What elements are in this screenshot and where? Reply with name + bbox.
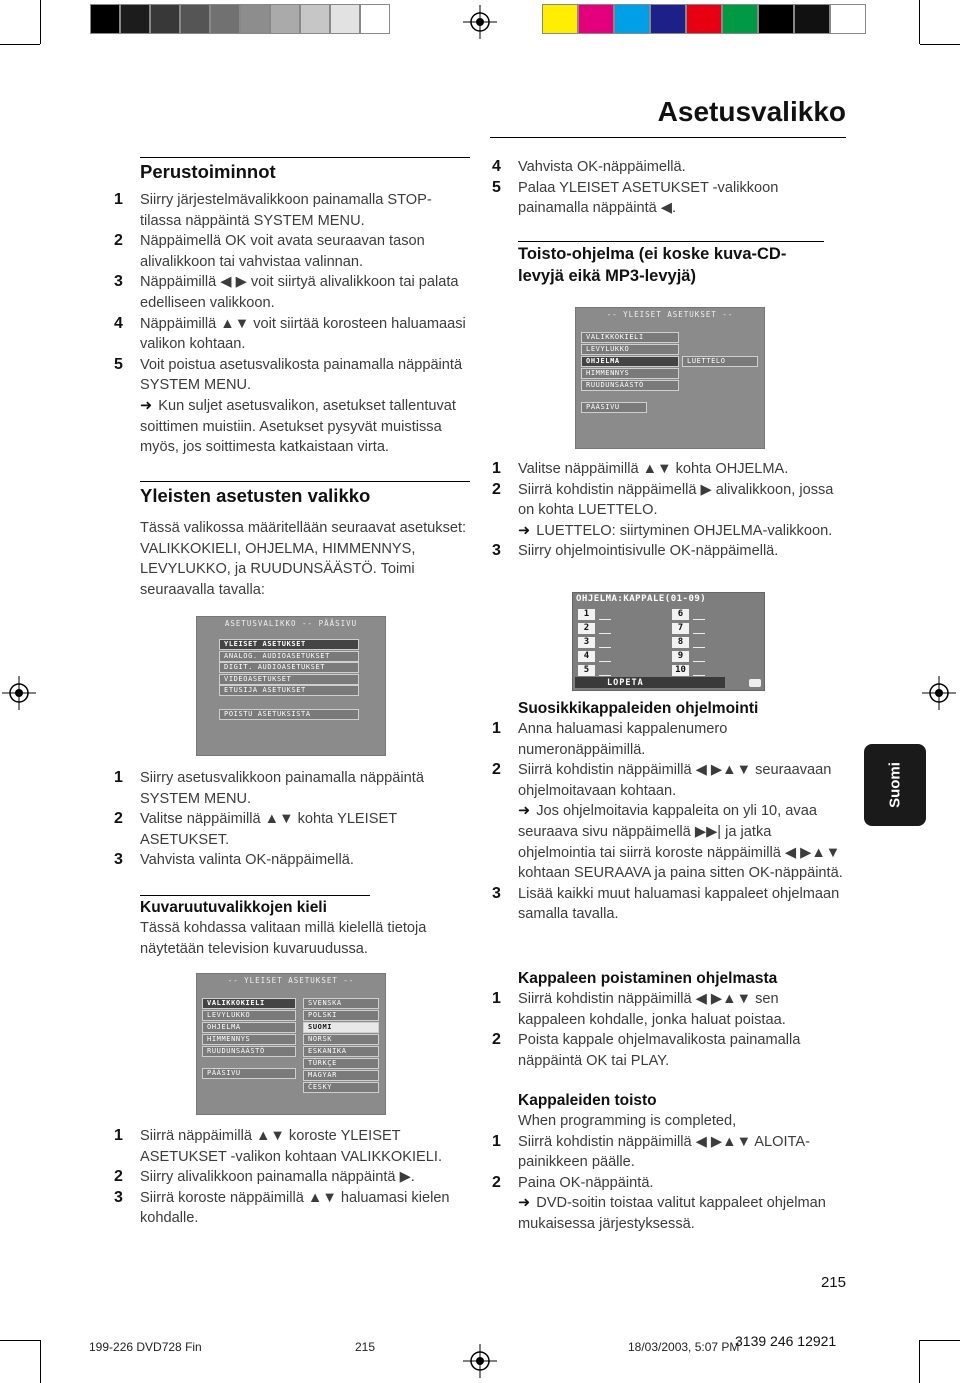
screen-row: RUUDUNSÄÄSTÖ	[202, 1046, 296, 1057]
list-item: 5 Voit poistua asetusvalikosta painamalla näppäintä SYSTEM MENU.	[114, 355, 463, 394]
process-color-swatch	[830, 4, 866, 34]
result-note: ➜ Kun suljet asetusvalikon, asetukset tallentuvat soittimen muistiin. Asetukset pysyvät muistissa myös, jos soittimesta katkaistaan virta.	[140, 397, 456, 456]
screen-row: LEVYLUKKO	[202, 1010, 296, 1021]
crop-mark	[920, 1340, 960, 1341]
list-item: 3 Lisää kaikki muut haluamasi kappaleet ohjelmaan samalla tavalla.	[492, 884, 840, 923]
list-item: 2 Siirrä kohdistin näppäimillä ◀ ▶▲▼ seuraavaan ohjelmoitavaan kohtaan.	[492, 761, 832, 799]
screen-row: SVENSKA	[303, 998, 379, 1009]
language-menu-screenshot	[196, 973, 386, 1115]
grayscale-swatch	[150, 4, 180, 34]
registration-mark-icon	[2, 676, 36, 710]
section-title: Kappaleen poistaminen ohjelmasta	[518, 970, 778, 987]
screen-row: NORSK	[303, 1034, 379, 1045]
crop-mark	[919, 1340, 920, 1383]
process-color-swatch	[722, 4, 758, 34]
yleiset-steps	[114, 768, 470, 871]
arrow-right-icon: ➜	[518, 522, 531, 539]
remote-icon	[749, 679, 761, 687]
program-slot-blank	[599, 647, 611, 648]
kieli-steps	[114, 1126, 470, 1229]
grayscale-swatch	[210, 4, 240, 34]
setup-menu-screenshot	[196, 616, 386, 756]
section-title: Toisto-ohjelma (ei koske kuva-CD-levyjä eikä MP3-levyjä)	[518, 241, 824, 287]
grayscale-swatch	[240, 4, 270, 34]
screen-row: OHJELMA	[581, 356, 679, 367]
section-suosikki	[492, 698, 844, 925]
screen-row: LUETTELO	[682, 356, 758, 367]
list-item: 1 Siirry järjestelmävalikkoon painamalla STOP-tilassa näppäintä SYSTEM MENU.	[114, 191, 432, 229]
grayscale-swatch	[90, 4, 120, 34]
screen-row: RUUDUNSÄÄSTÖ	[581, 380, 679, 391]
crop-mark	[919, 0, 920, 44]
process-color-swatch	[794, 4, 830, 34]
screen-footer-bar	[575, 677, 725, 688]
section-title: Yleisten asetusten valikko	[140, 481, 470, 508]
screen-row: ETUSIJA ASETUKSET	[219, 685, 359, 696]
grayscale-bar	[90, 4, 390, 34]
arrow-right-icon: ➜	[518, 1195, 531, 1212]
language-side-tab: Suomi	[864, 744, 926, 826]
list-item: 1 Siirrä kohdistin näppäimillä ◀ ▶▲▼ ALOITA-painikkeen päälle.	[492, 1132, 810, 1171]
program-slot-blank	[599, 661, 611, 662]
program-slot-blank	[693, 619, 705, 620]
result-note: ➜ DVD-soitin toistaa valitut kappaleet ohjelman mukaisessa järjestyksessä.	[518, 1195, 826, 1232]
page-number: 215	[820, 1274, 846, 1291]
list-item: 1 Siirrä näppäimillä ▲▼ koroste YLEISET ASETUKSET -valikon kohtaan VALIKKOKIELI.	[114, 1127, 443, 1165]
section-title: Suosikkikappaleiden ohjelmointi	[518, 700, 759, 717]
grayscale-swatch	[180, 4, 210, 34]
list-item: 3 Siirry ohjelmointisivulle OK-näppäimellä.	[492, 542, 779, 560]
crop-mark	[0, 44, 40, 45]
registration-mark-icon	[922, 676, 956, 710]
program-slot-blank	[599, 619, 611, 620]
screen-row: TÜRKÇE	[303, 1058, 379, 1069]
screen-row: OHJELMA	[202, 1022, 296, 1033]
screen-header: -- YLEISET ASETUKSET --	[606, 310, 734, 319]
program-menu-screenshot	[575, 307, 765, 449]
screen-row: DIGIT. AUDIOASETUKSET	[219, 662, 359, 673]
page-title: Asetusvalikko	[657, 96, 846, 127]
program-slot: 2	[578, 623, 595, 634]
list-item: 3 Näppäimillä ◀ ▶ voit siirtyä alivalikkoon tai palata edelliseen valikkoon.	[114, 273, 459, 311]
crop-mark	[920, 44, 960, 45]
screen-row: VIDEOASETUKSET	[219, 674, 359, 685]
list-item: 1 Siirrä kohdistin näppäimillä ◀ ▶▲▼ sen kappaleen kohdalle, jonka haluat poistaa.	[492, 990, 786, 1028]
result-note: ➜ Jos ohjelmoitavia kappaleita on yli 10, avaa seuraava sivu näppäimellä ▶▶| ja jatka ohjelmointia tai siirrä koroste näppäimillä ◀ ▶▲▼ kohtaan SEURAAVA ja paina sitten OK-näppäintä.	[518, 803, 843, 882]
program-slot: 6	[672, 609, 689, 620]
screen-header: -- YLEISET ASETUKSET --	[227, 976, 355, 985]
crop-mark	[40, 1340, 41, 1383]
section-yleiset	[114, 481, 470, 600]
screen-row: HIMMENNYS	[581, 368, 679, 379]
grayscale-swatch	[330, 4, 360, 34]
program-slot: 9	[672, 651, 689, 662]
result-note: ➜ LUETTELO: siirtyminen OHJELMA-valikkoon.	[518, 522, 833, 539]
footer-date: 18/03/2003, 5:07 PM	[628, 1340, 740, 1354]
screen-row: HIMMENNYS	[202, 1034, 296, 1045]
crop-mark	[0, 1340, 40, 1341]
registration-mark-icon	[463, 1344, 497, 1378]
process-color-swatch	[614, 4, 650, 34]
list-item: 4 Näppäimillä ▲▼ voit siirtää korosteen haluamaasi valikon kohtaan.	[114, 314, 466, 353]
section-poisto	[492, 968, 844, 1071]
program-slot: 5	[578, 665, 595, 676]
grayscale-swatch	[300, 4, 330, 34]
section-perustoiminnot	[114, 157, 470, 458]
list-item: 2 Siirry alivalikkoon painamalla näppäintä ▶.	[114, 1168, 415, 1186]
screen-row: POLSKI	[303, 1010, 379, 1021]
program-slot-blank	[693, 633, 705, 634]
program-slot-blank	[693, 675, 705, 676]
screen-row: MAGYAR	[303, 1070, 379, 1081]
section-kappaleiden-toisto	[492, 1090, 844, 1235]
screen-row: VALIKKOKIELI	[202, 998, 296, 1009]
list-item: 2 Paina OK-näppäintä.	[492, 1173, 654, 1191]
screen-header: OHJELMA:KAPPALE(01-09)	[576, 594, 707, 604]
footer-page: 215	[355, 1340, 376, 1354]
grayscale-swatch	[120, 4, 150, 34]
program-slot: 1	[578, 609, 595, 620]
section-kieli	[114, 895, 470, 959]
section-title: Perustoiminnot	[140, 157, 470, 184]
title-rule	[490, 137, 846, 138]
program-slot-blank	[693, 647, 705, 648]
list-item: 4 Vahvista OK-näppäimellä.	[492, 158, 686, 175]
program-list-screenshot	[572, 592, 765, 691]
section-intro: Tässä kohdassa valitaan millä kielellä tietoja näytetään television kuvaruudussa.	[140, 920, 427, 957]
program-slot: 10	[672, 665, 689, 676]
arrow-right-icon: ➜	[140, 397, 153, 414]
list-item: 1 Valitse näppäimillä ▲▼ kohta OHJELMA.	[492, 460, 789, 477]
process-color-swatch	[758, 4, 794, 34]
list-item: 5 Palaa YLEISET ASETUKSET -valikkoon painamalla näppäintä ◀.	[492, 178, 779, 217]
screen-row: LEVYLUKKO	[581, 344, 679, 355]
toisto-steps	[492, 459, 844, 562]
screen-footer-label: LOPETA	[607, 678, 644, 688]
screen-row: ESKANIKA	[303, 1046, 379, 1057]
program-slot: 8	[672, 637, 689, 648]
screen-header: ASETUSVALIKKO -- PÄÄSIVU	[224, 619, 358, 628]
footer-code: 3139 246 12921	[735, 1333, 837, 1349]
grayscale-swatch	[360, 4, 390, 34]
right-top-steps	[492, 157, 844, 219]
list-item: 2 Valitse näppäimillä ▲▼ kohta YLEISET ASETUKSET.	[114, 810, 397, 848]
process-color-swatch	[686, 4, 722, 34]
screen-row: ANALOG. AUDIOASETUKSET	[219, 651, 359, 662]
list-item: 2 Poista kappale ohjelmavalikosta painamalla näppäintä OK tai PLAY.	[492, 1031, 801, 1069]
list-item: 2 Siirrä kohdistin näppäimellä ▶ alivalikkoon, jossa on kohta LUETTELO.	[492, 480, 834, 519]
program-slot: 4	[578, 651, 595, 662]
list-item: 3 Siirrä koroste näppäimillä ▲▼ haluamasi kielen kohdalle.	[114, 1188, 450, 1227]
list-item: 1 Anna haluamasi kappalenumero numeronäppäimillä.	[492, 720, 728, 758]
screen-row: PÄÄSIVU	[202, 1068, 296, 1079]
list-item: 1 Siirry asetusvalikkoon painamalla näppäintä SYSTEM MENU.	[114, 769, 424, 807]
screen-row: POISTU ASETUKSISTA	[219, 709, 359, 720]
program-slot-blank	[693, 661, 705, 662]
list-item: 2 Näppäimellä OK voit avata seuraavan tason alivalikkoon tai vahvistaa valinnan.	[114, 232, 425, 270]
screen-row: SUOMI	[303, 1022, 379, 1033]
process-color-swatch	[650, 4, 686, 34]
process-color-bar	[542, 4, 866, 34]
section-intro: Tässä valikossa määritellään seuraavat asetukset: VALIKKOKIELI, OHJELMA, HIMMENNYS, LEVYLUKKO, ja RUUDUNSÄÄSTÖ. Toimi seuraavalla tavalla:	[140, 520, 467, 598]
screen-row: ČESKY	[303, 1082, 379, 1093]
list-item: 3 Vahvista valinta OK-näppäimellä.	[114, 851, 354, 869]
section-intro: When programming is completed,	[518, 1113, 737, 1129]
screen-row: PÄÄSIVU	[581, 402, 647, 413]
section-toisto	[492, 241, 844, 287]
process-color-swatch	[542, 4, 578, 34]
process-color-swatch	[578, 4, 614, 34]
registration-mark-icon	[463, 5, 497, 39]
program-slot-blank	[599, 633, 611, 634]
program-slot-blank	[599, 675, 611, 676]
program-slot: 7	[672, 623, 689, 634]
screen-row: YLEISET ASETUKSET	[219, 639, 359, 650]
section-title: Kappaleiden toisto	[518, 1092, 657, 1109]
section-title: Kuvaruutuvalikkojen kieli	[140, 895, 370, 918]
footer-file: 199-226 DVD728 Fin	[89, 1340, 202, 1354]
crop-mark	[40, 0, 41, 44]
screen-row: VALIKKOKIELI	[581, 332, 679, 343]
program-slot: 3	[578, 637, 595, 648]
grayscale-swatch	[270, 4, 300, 34]
arrow-right-icon: ➜	[518, 803, 531, 820]
